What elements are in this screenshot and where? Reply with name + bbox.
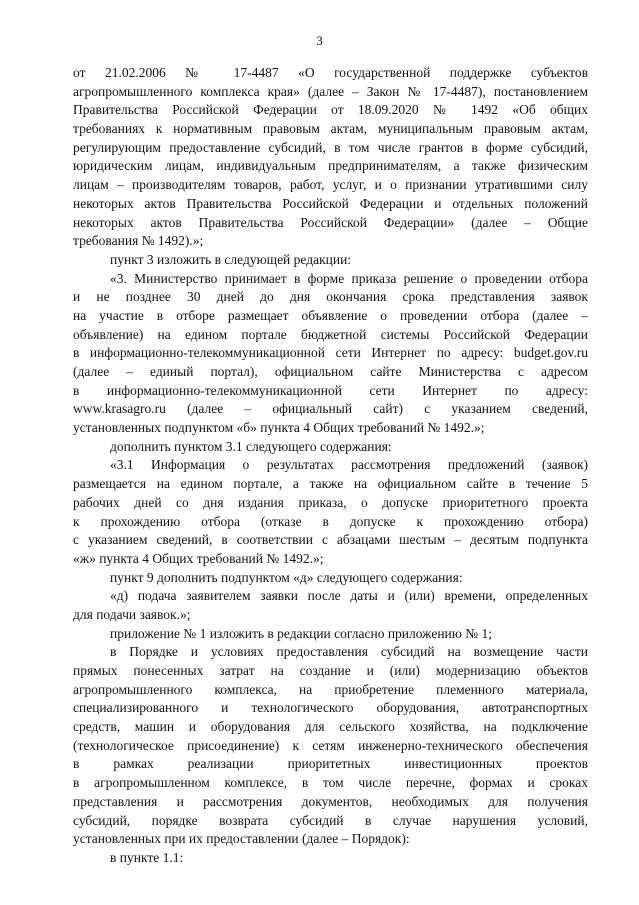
document-body — [73, 64, 588, 868]
text-line: в агропромышленном комплексе, в том числе перечне, формах и сроках — [73, 775, 588, 791]
text-line: агропромышленного комплекса края» (далее – Закон № 17-4487), постановлением — [73, 83, 588, 99]
text-line: дополнить пунктом 3.1 следующего содержания: — [110, 438, 392, 454]
text-line: от 21.02.2006 № 17-4487 «О государственной поддержке субъектов — [73, 65, 588, 80]
text-line: в информационно-телекоммуникационной сети Интернет по адресу: — [73, 382, 588, 398]
text-line: «3. Министерство принимает в форме приказа решение о проведении отбора — [110, 270, 588, 286]
text-line: (технологическое присоединение) к сетям инженерно-технического обеспечения — [73, 737, 588, 753]
text-line: «д) подача заявителем заявки после даты и (или) времени, определенных — [110, 588, 588, 604]
text-line: для подачи заявок.»; — [73, 606, 191, 622]
text-line: установленных при их предоставлении (далее – Порядок): — [73, 831, 410, 847]
text-line: к прохождению отбора (отказе в допуске к прохождению отбора) — [73, 513, 588, 529]
text-line: приложение № 1 изложить в редакции согласно приложению № 1; — [110, 625, 492, 641]
text-line: требованиях к нормативным правовым актам, муниципальным правовым актам, — [73, 121, 588, 137]
text-line: пункт 3 изложить в следующей редакции: — [110, 251, 352, 267]
text-line: лицам – производителям товаров, работ, услуг, и о признании утратившими силу — [73, 177, 588, 193]
text-line: «3.1 Информация о результатах рассмотрения предложений (заявок) — [110, 457, 588, 473]
text-line: требования № 1492).»; — [73, 233, 204, 249]
text-line: в информационно-телекоммуникационной сети Интернет по адресу: budget.gov.ru — [73, 345, 588, 361]
text-line: некоторых актов Правительства Российской Федерации» (далее – Общие — [73, 214, 588, 230]
text-line: в рамках реализации приоритетных инвестиционных проектов — [73, 756, 588, 772]
text-line: некоторых актов Правительства Российской Федерации и отдельных положений — [73, 195, 588, 211]
text-line: регулирующим предоставление субсидий, в том числе грантов в форме субсидий, — [73, 139, 588, 155]
page-number: 3 — [316, 33, 323, 48]
text-line: прямых понесенных затрат на создание и (или) модернизацию объектов — [73, 663, 588, 678]
text-line: в пункте 1.1: — [110, 849, 184, 865]
text-line: специализированного и технологического оборудования, автотранспортных — [73, 700, 588, 716]
text-line: (далее – единый портал), официальном сайте Министерства с адресом — [73, 364, 588, 379]
text-line: и не позднее 30 дней до дня окончания срока представления заявок — [73, 289, 588, 305]
text-line: www.krasagro.ru (далее – официальный сайт) с указанием сведений, — [73, 401, 588, 417]
text-line: «ж» пункта 4 Общих требований № 1492.»; — [73, 550, 324, 566]
text-line: юридическим лицам, индивидуальным предпринимателям, а также физическим — [73, 158, 588, 174]
text-line: на участие в отборе размещает объявление о проведении отбора (далее – — [73, 307, 588, 323]
text-line: представления и рассмотрения документов, необходимых для получения — [73, 793, 588, 809]
text-line: объявление) на едином портале бюджетной системы Российской Федерации — [73, 326, 588, 342]
text-line: установленных подпунктом «б» пункта 4 Общих требований № 1492.»; — [73, 420, 485, 436]
text-line: Правительства Российской Федерации от 18.09.2020 № 1492 «Об общих — [73, 102, 588, 118]
text-line: размещается на едином портале, а также на официальном сайте в течение 5 — [73, 476, 588, 492]
text-line: средств, машин и оборудования для сельского хозяйства, на подключение — [73, 719, 588, 735]
text-line: рабочих дней со дня издания приказа, о допуске приоритетного проекта — [73, 494, 588, 510]
text-line: пункт 9 дополнить подпунктом «д» следующего содержания: — [110, 569, 463, 585]
text-line: субсидий, порядке возврата субсидий в случае нарушения условий, — [73, 812, 588, 828]
text-line: в Порядке и условиях предоставления субсидий на возмещение части — [110, 644, 588, 660]
text-line: агропромышленного комплекса, на приобретение племенного материала, — [73, 681, 588, 697]
text-line: с указанием сведений, в соответствии с абзацами шестым – десятым подпункта — [73, 532, 588, 548]
